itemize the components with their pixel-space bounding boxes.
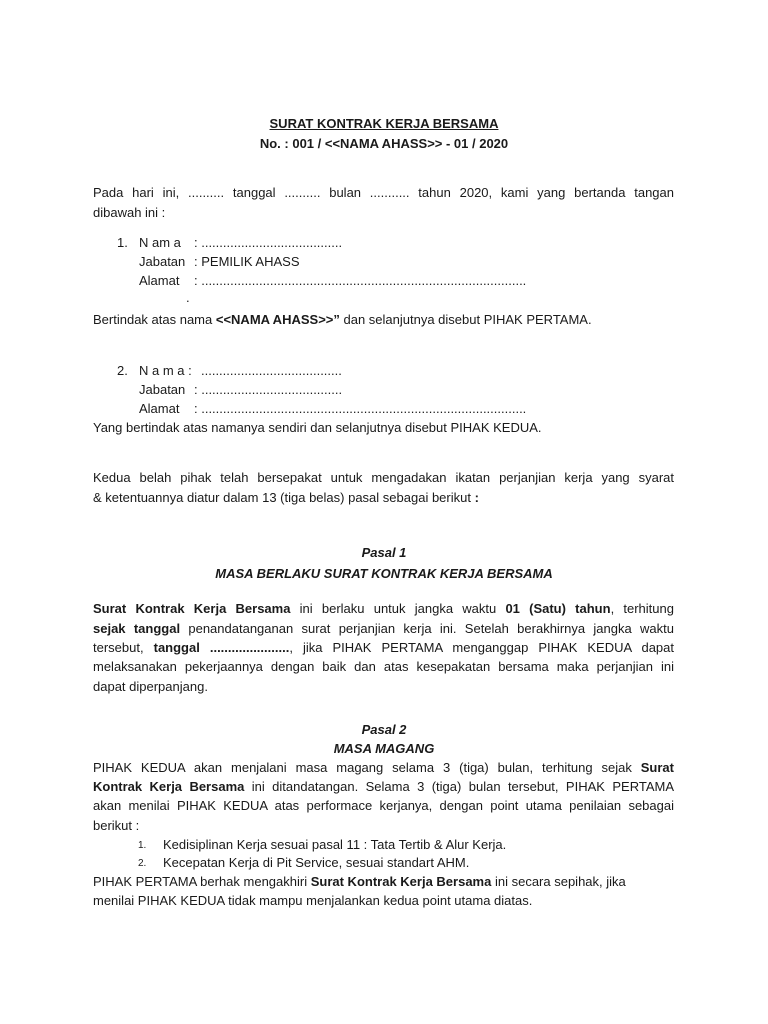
party1-address-value: : .......................................................................................... bbox=[194, 273, 527, 288]
pasal2-line-2 bbox=[93, 779, 674, 794]
party1-position-value: : PEMILIK AHASS bbox=[194, 254, 300, 269]
party2-name-value: ....................................... bbox=[201, 363, 342, 378]
party2-address-label: Alamat bbox=[139, 401, 180, 416]
party1-statement bbox=[93, 312, 592, 327]
pasal2-c1-bold-1: Surat Kontrak Kerja Bersama bbox=[310, 874, 492, 889]
party2-position-value: : ....................................... bbox=[194, 382, 343, 397]
pasal2-l2-text-1: ini ditandatangan. Selama 3 (tiga) bulan tersebut, PIHAK PERTAMA bbox=[244, 779, 674, 794]
pasal1-heading: Pasal 1 bbox=[361, 545, 407, 560]
pasal2-closing-line-2: menilai PIHAK KEDUA tidak mampu menjalankan kedua point utama diatas. bbox=[93, 893, 533, 908]
pasal2-line-3: akan menilai PIHAK KEDUA atas performace kerjanya, dengan point utama penilaian sebagai bbox=[93, 798, 674, 813]
party2-address-value: : .......................................................................................... bbox=[194, 401, 527, 416]
pasal1-line-2 bbox=[93, 621, 674, 636]
pasal2-l2-bold-1: Kontrak Kerja Bersama bbox=[93, 779, 245, 794]
party1-position-label: Jabatan bbox=[139, 254, 186, 269]
party1-statement-entity: <<NAMA AHASS>>” bbox=[215, 312, 340, 327]
pasal2-heading: Pasal 2 bbox=[361, 722, 407, 737]
party1-name-value: : ....................................... bbox=[194, 235, 343, 250]
party1-address-label: Alamat bbox=[139, 273, 180, 288]
pasal2-c1-text-2: ini secara sepihak, jika bbox=[491, 874, 626, 889]
agreement-line-1: Kedua belah pihak telah bersepakat untuk mengadakan ikatan perjanjian kerja yang syarat bbox=[93, 470, 674, 485]
party1-statement-suffix: dan selanjutnya disebut PIHAK PERTAMA. bbox=[339, 312, 592, 327]
party2-position-label: Jabatan bbox=[139, 382, 186, 397]
pasal2-line-1 bbox=[93, 760, 674, 775]
intro-line-1: Pada hari ini, .......... tanggal .......... bulan ........... tahun 2020, kami yang bertanda tangan bbox=[93, 185, 674, 200]
party2-number: 2. bbox=[117, 363, 128, 378]
pasal2-line-4: berikut : bbox=[93, 818, 140, 833]
pasal1-l1-bold-2: 01 (Satu) tahun bbox=[505, 601, 611, 616]
document-title: SURAT KONTRAK KERJA BERSAMA bbox=[269, 116, 499, 131]
party1-name-label: N am a bbox=[139, 235, 181, 250]
pasal1-l3-bold-1: tanggal ...................... bbox=[153, 640, 290, 655]
pasal1-l2-bold-1: sejak tanggal bbox=[93, 621, 181, 636]
pasal2-item-1-number: 1. bbox=[138, 840, 147, 851]
intro-line-2: dibawah ini : bbox=[93, 205, 166, 220]
agreement-line-2-colon: : bbox=[474, 490, 479, 505]
pasal2-title: MASA MAGANG bbox=[333, 741, 435, 756]
party1-number: 1. bbox=[117, 235, 128, 250]
pasal2-item-2-text: Kecepatan Kerja di Pit Service, sesuai standart AHM. bbox=[163, 855, 470, 870]
party2-statement: Yang bertindak atas namanya sendiri dan selanjutnya disebut PIHAK KEDUA. bbox=[93, 420, 542, 435]
pasal1-l3-text-1: tersebut, bbox=[93, 640, 154, 655]
pasal2-l1-bold-1: Surat bbox=[640, 760, 674, 775]
pasal1-l2-text-1: penandatanganan surat perjanjian kerja ini. Setelah berakhirnya jangka waktu bbox=[180, 621, 674, 636]
party1-address-continuation: . bbox=[186, 290, 190, 305]
agreement-line-2 bbox=[93, 490, 479, 505]
document-number: No. : 001 / <<NAMA AHASS>> - 01 / 2020 bbox=[259, 136, 509, 151]
agreement-line-2-text: & ketentuannya diatur dalam 13 (tiga belas) pasal sebagai berikut bbox=[93, 490, 475, 505]
pasal1-l1-text-1: ini berlaku untuk jangka waktu bbox=[290, 601, 506, 616]
pasal2-c1-text-1: PIHAK PERTAMA berhak mengakhiri bbox=[93, 874, 311, 889]
pasal1-l1-text-2: , terhitung bbox=[610, 601, 674, 616]
pasal1-line-5: dapat diperpanjang. bbox=[93, 679, 208, 694]
pasal2-l1-text-1: PIHAK KEDUA akan menjalani masa magang selama 3 (tiga) bulan, terhitung sejak bbox=[93, 760, 641, 775]
pasal2-item-1-text: Kedisiplinan Kerja sesuai pasal 11 : Tata Tertib & Alur Kerja. bbox=[163, 837, 507, 852]
pasal1-title: MASA BERLAKU SURAT KONTRAK KERJA BERSAMA bbox=[215, 566, 553, 581]
pasal1-l1-bold-1: Surat Kontrak Kerja Bersama bbox=[93, 601, 291, 616]
pasal1-line-1 bbox=[93, 601, 674, 616]
party2-name-label: N a m a : bbox=[139, 363, 192, 378]
party1-statement-prefix: Bertindak atas nama bbox=[93, 312, 216, 327]
pasal1-line-3 bbox=[93, 640, 674, 655]
pasal1-line-4: melaksanakan pekerjaannya dengan baik dan atas kesepakatan bersama maka perjanjian ini bbox=[93, 659, 674, 674]
pasal1-l3-text-2: , jika PIHAK PERTAMA menganggap PIHAK KEDUA dapat bbox=[289, 640, 674, 655]
pasal2-item-2-number: 2. bbox=[138, 858, 147, 869]
pasal2-closing-line-1 bbox=[93, 874, 626, 889]
